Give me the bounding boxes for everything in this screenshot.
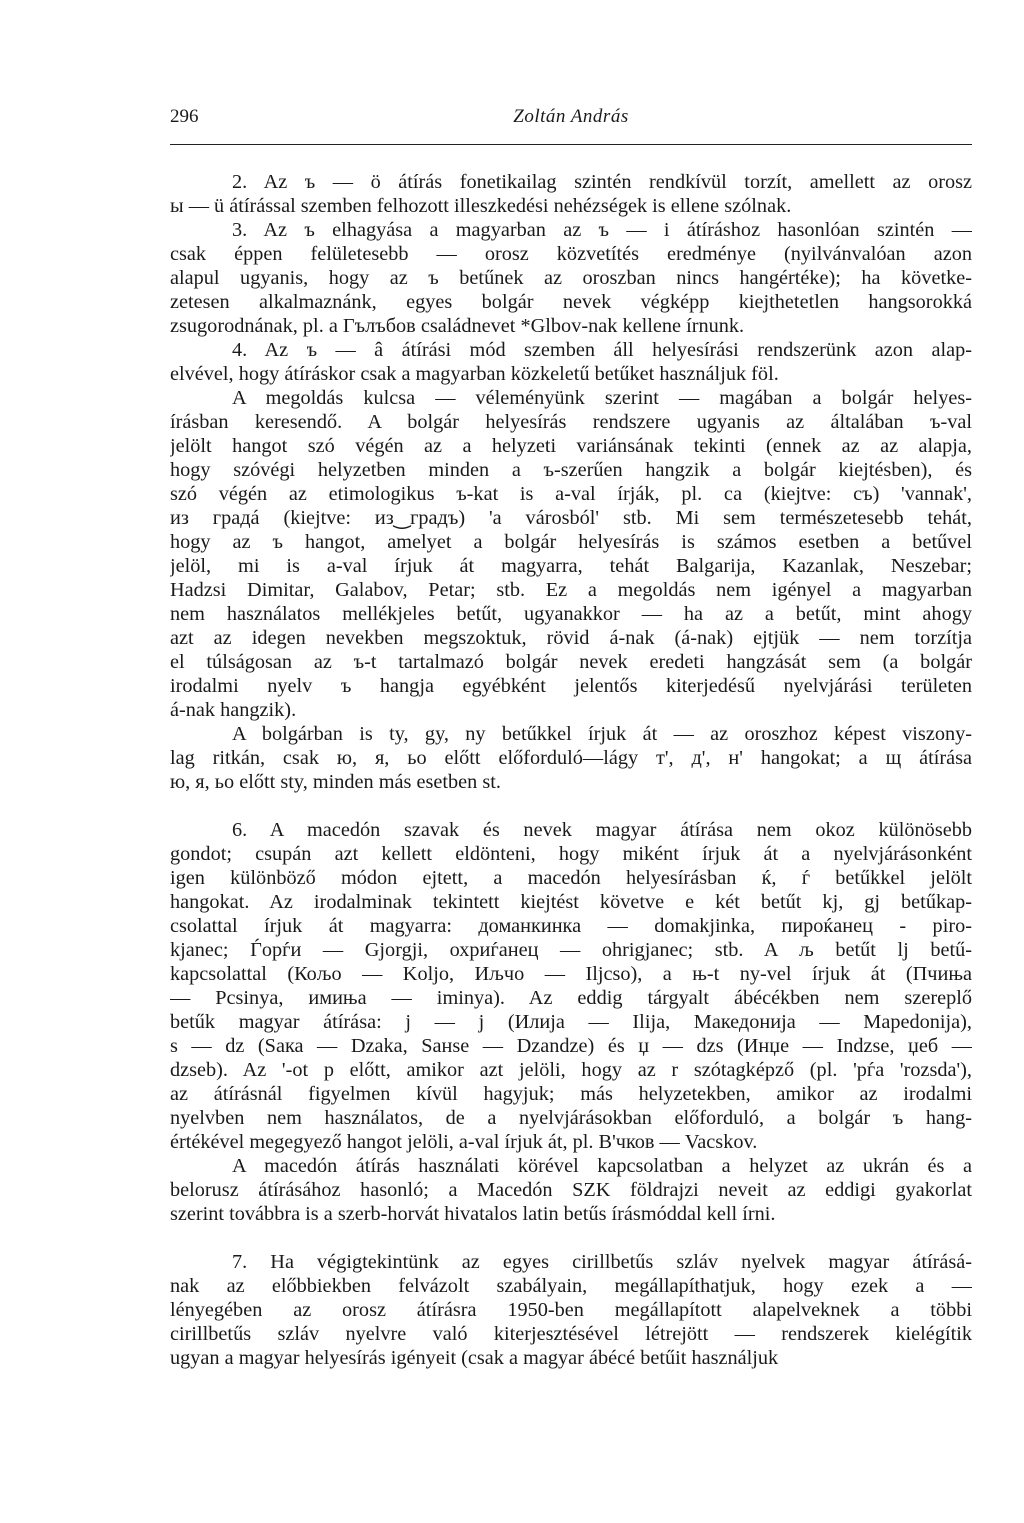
text-line: el túlságosan az ъ-t tartalmazó bolgár nevek eredeti hangzását sem (a bolgár: [170, 651, 972, 673]
paragraph-4: [170, 338, 972, 386]
paragraph-solution: [170, 386, 972, 722]
text-line: jelöl, mi is a-val írjuk át magyarra, tehát Balgarija, Kazanlak, Neszebar;: [170, 555, 972, 577]
text-line: kjanec; Ѓорѓи — Gjorgji, охриѓанец — ohrigjanec; stb. A љ betűt lj betű-: [170, 939, 972, 961]
text-line: 4. Az ъ — â átírási mód szemben áll helyesírási rendszerünk azon alap-: [232, 339, 972, 361]
paragraph-7: [170, 1250, 972, 1370]
text-line: nak az előbbiekben felvázolt szabályain, megállapíthatjuk, hogy ezek a —: [170, 1275, 972, 1297]
text-line: szerint továbbra is a szerb-horvát hivatalos latin betűs írásmóddal kell írni.: [170, 1203, 776, 1225]
paragraph-2: [170, 170, 972, 218]
text-line: belorusz átírásához hasonló; a Macedón SZK földrajzi neveit az eddigi gyakorlat: [170, 1179, 972, 1201]
text-line: csolattal írjuk át magyarra: доманкинка — domakjinka, пироќанец - piro-: [170, 915, 972, 937]
text-line: lag ritkán, csak ю, я, ьо előtt előforduló—lágy т', д', н' hangokat; a щ átírása: [170, 747, 972, 769]
paragraph-6-macedonian: [170, 818, 972, 1154]
text-line: 7. Ha végigtekintünk az egyes cirillbetűs szláv nyelvek magyar átírásá-: [232, 1251, 972, 1273]
text-line: az átírásnál figyelmen kívül hagyjuk; más helyzetekben, amikor az irodalmi: [170, 1083, 972, 1105]
text-line: — Pcsinya, имиња — iminya). Az eddig tárgyalt ábécékben nem szereplő: [170, 987, 972, 1009]
text-line: jelölt hangot szó végén az a helyzeti variánsának tekinti (ennek az az alapja,: [170, 435, 972, 457]
text-line: írásban keresendő. A bolgár helyesírás rendszere ugyanis az általában ъ-val: [170, 411, 972, 433]
text-line: ѕ — dz (Ѕака — Dzaka, Ѕанѕе — Dzandze) és џ — dzs (Инџе — Indzse, џеб —: [170, 1035, 972, 1057]
text-line: betűk magyar átírása: j — j (Илија — Ilija, Македонија — Mapedonija),: [170, 1011, 972, 1033]
text-line: hogy szóvégi helyzetben minden a ъ-szerűen hangzik a bolgár kiejtésben), és: [170, 459, 972, 481]
text-line: elvével, hogy átíráskor csak a magyarban közkeletű betűket használjuk föl.: [170, 363, 779, 385]
text-line: hogy az ъ hangot, amelyet a bolgár helyesírás is számos esetben a betűvel: [170, 531, 972, 553]
text-line: A macedón átírás használati körével kapcsolatban a helyzet az ukrán és a: [232, 1155, 972, 1177]
paragraph-3: [170, 218, 972, 338]
text-line: kapcsolattal (Кољо — Koljo, Иљчо — Iljcso), a њ-t ny-vel írjuk át (Пчиња: [170, 963, 972, 985]
text-line: hangokat. Az irodalminak tekintett kiejtést követve e két betűt kj, gj betűkap-: [170, 891, 972, 913]
text-line: alapul ugyanis, hogy az ъ betűnek az oroszban nincs hangértéke); ha követke-: [170, 267, 972, 289]
page-header: [170, 106, 972, 145]
text-line: 2. Az ъ — ö átírás fonetikailag szintén rendkívül torzít, amellett az orosz: [232, 171, 972, 193]
text-line: lényegében az orosz átírásra 1950-ben megállapított alapelveknek a többi: [170, 1299, 972, 1321]
text-line: szó végén az etimologikus ъ-kat is a-val írják, pl. са (kiejtve: съ) 'vannak',: [170, 483, 972, 505]
text-line: ю, я, ьо előtt sty, minden más esetben st.: [170, 771, 501, 793]
text-line: zsugorodnának, pl. a Гълъбов családnevet *Glbov-nak kellene írnunk.: [170, 315, 745, 337]
text-line: nem használatos mellékjeles betűt, ugyanakkor — ha az a betűt, mint ahogy: [170, 603, 972, 625]
text-line: zetesen alkalmaznánk, egyes bolgár nevek végképp kiejthetetlen hangsorokká: [170, 291, 972, 313]
text-line: irodalmi nyelv ъ hangja egyébként jelentős kiterjedésű nyelvjárási területen: [170, 675, 972, 697]
running-head: Zoltán András: [513, 106, 629, 127]
text-line: gondot; csupán azt kellett eldönteni, hogy miként írjuk át a nyelvjárásonként: [170, 843, 972, 865]
text-line: cirillbetűs szláv nyelvre való kiterjesztésével létrejött — rendszerek kielégítik: [170, 1323, 972, 1345]
text-line: ы — ü átírással szemben felhozott illeszkedési nehézségek is ellene szólnak.: [170, 195, 792, 217]
text-line: dzseb). Az '-ot р előtt, amikor azt jelöli, hogy az r szótagképző (pl. 'рѓа 'rozsda'),: [170, 1059, 972, 1081]
text-line: azt az idegen nevekben megszoktuk, rövid á-nak (á-nak) ejtjük — nem torzítja: [170, 627, 972, 649]
text-line: nyelvben nem használatos, de a nyelvjárásokban előforduló, a bolgár ъ hang-: [170, 1107, 972, 1129]
text-line: értékével megegyező hangot jelöli, a-val írjuk át, pl. В'чков — Vacskov.: [170, 1131, 758, 1153]
paragraph-macedonian-usage: [170, 1154, 972, 1226]
text-line: 6. A macedón szavak és nevek magyar átírása nem okoz különösebb: [232, 819, 972, 841]
text-line: igen különböző módon ejtett, a macedón helyesírásban ќ, ѓ betűkkel jelölt: [170, 867, 972, 889]
text-line: Hadzsi Dimitar, Galabov, Petar; stb. Ez a megoldás nem igényel a magyarban: [170, 579, 972, 601]
paragraph-soft-consonants: [170, 722, 972, 794]
text-line: 3. Az ъ elhagyása a magyarban az ъ — i átíráshoz hasonlóan szintén —: [232, 219, 972, 241]
text-line: A bolgárban is ty, gy, ny betűkkel írjuk át — az oroszhoz képest viszony-: [232, 723, 972, 745]
body-text: [170, 170, 972, 1370]
text-line: csak éppen felületesebb — orosz közvetítés eredménye (nyilvánvalóan azon: [170, 243, 972, 265]
text-line: ugyan a magyar helyesírás igényeit (csak a magyar ábécé betűit használjuk: [170, 1347, 779, 1369]
text-line: A megoldás kulcsa — véleményünk szerint — magában a bolgár helyes-: [232, 387, 972, 409]
text-line: á-nak hangzik).: [170, 699, 297, 721]
text-line: из градá (kiejtve: из‿градъ) 'a városból' stb. Mi sem természetesebb tehát,: [170, 507, 972, 529]
page-number: 296: [170, 106, 199, 127]
